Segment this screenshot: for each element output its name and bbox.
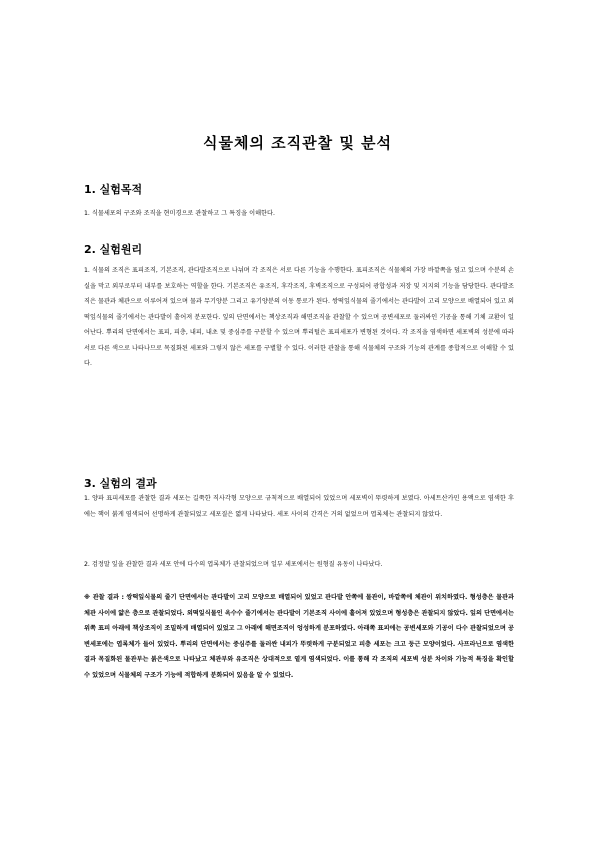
paragraph-results-2: 2. 검정말 잎을 관찰한 결과 세포 안에 다수의 엽록체가 관찰되었으며 일부 세포에서는 원형질 유동이 나타났다. <box>84 561 383 568</box>
section-heading-principle: 2. 실험원리 <box>84 243 143 256</box>
paragraph-results-1: 1. 양파 표피세포를 관찰한 결과 세포는 길쭉한 직사각형 모양으로 규칙적으로 배열되어 있었으며 세포벽이 뚜렷하게 보였다. 아세트산카민 용액으로 염색한 후에는 핵이 붉게 염색되어 선명하게 관찰되었고 세포질은 엷게 나타났다. 세포 사이의 간격은 거의 없었으며 엽록체는 관찰되지 않았다. <box>84 495 514 518</box>
document-title: 식물체의 조직관찰 및 분석 <box>202 134 393 152</box>
paragraph-principle-1: 1. 식물의 조직은 표피조직, 기본조직, 관다발조직으로 나뉘며 각 조직은 서로 다른 기능을 수행한다. 표피조직은 식물체의 가장 바깥쪽을 덮고 있으며 수분의 손실을 막고 외부로부터 내부를 보호하는 역할을 한다. 기본조직은 유조직, 후각조직, 후벽조직으로 구성되어 광합성과 저장 및 지지의 기능을 담당한다. 관다발조직은 물관과 체관으로 이루어져 있으며 물과 무기양분 그리고 유기양분의 이동 통로가 된다. 쌍떡잎식물의 줄기에서는 관다발이 고리 모양으로 배열되어 있고 외떡잎식물의 줄기에서는 관다발이 흩어져 분포한다. 잎의 단면에서는 책상조직과 해면조직을 관찰할 수 있으며 공변세포로 둘러싸인 기공을 통해 기체 교환이 일어난다. 뿌리의 단면에서는 표피, 피층, 내피, 내초 및 중심주를 구분할 수 있으며 뿌리털은 표피세포가 변형된 것이다. 각 조직을 염색하면 세포벽의 성분에 따라 서로 다른 색으로 나타나므로 목질화된 세포와 그렇지 않은 세포를 구별할 수 있다. 이러한 관찰을 통해 식물체의 구조와 기능의 관계를 종합적으로 이해할 수 있다. <box>84 267 514 367</box>
section-heading-purpose: 1. 실험목적 <box>84 183 143 196</box>
section-heading-results: 3. 실험의 결과 <box>84 477 157 490</box>
paragraph-purpose-1: 1. 식물세포의 구조와 조직을 현미경으로 관찰하고 그 특징을 이해한다. <box>84 210 275 217</box>
paragraph-results-observation: ※ 관찰 결과 : 쌍떡잎식물의 줄기 단면에서는 관다발이 고리 모양으로 배열되어 있었고 관다발 안쪽에 물관이, 바깥쪽에 체관이 위치하였다. 형성층은 물관과 체관 사이에 얇은 층으로 관찰되었다. 외떡잎식물인 옥수수 줄기에서는 관다발이 기본조직 사이에 흩어져 있었으며 형성층은 관찰되지 않았다. 잎의 단면에서는 위쪽 표피 아래에 책상조직이 조밀하게 배열되어 있었고 그 아래에 해면조직이 엉성하게 분포하였다. 아래쪽 표피에는 공변세포와 기공이 다수 관찰되었으며 공변세포에는 엽록체가 들어 있었다. 뿌리의 단면에서는 중심주를 둘러싼 내피가 뚜렷하게 구분되었고 피층 세포는 크고 둥근 모양이었다. 사프라닌으로 염색한 결과 목질화된 물관부는 붉은색으로 나타났고 체관부와 유조직은 상대적으로 옅게 염색되었다. 이를 통해 각 조직의 세포벽 성분 차이와 기능적 특징을 확인할 수 있었으며 식물체의 구조가 기능에 적합하게 분화되어 있음을 알 수 있었다. <box>84 594 514 679</box>
